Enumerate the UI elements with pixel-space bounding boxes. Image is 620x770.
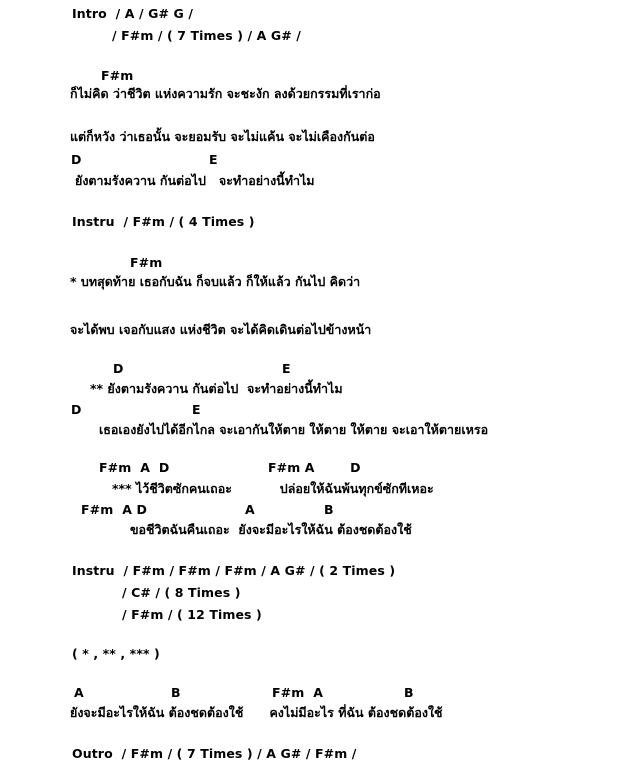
chord-line: F#m A D [99,460,170,475]
lyric-line: จะได้พบ เจอกับแสง แห่งชีวิต จะได้คิดเดินต่อไปข้างหน้า [70,322,372,337]
chord-line: F#m [101,68,134,83]
lyric-line: เธอเองยังไปได้อีกไกล จะเอากันให้ตาย ให้ตาย ให้ตาย จะเอาให้ตายเหรอ [99,422,489,437]
lyric-line: ** ยังตามรังควาน กันต่อไป จะทำอย่างนี้ทำไม [90,381,343,396]
chord-line: Instru / F#m / F#m / F#m / A G# / ( 2 Times ) [72,563,396,578]
chord-line: F#m [130,255,163,270]
lyric-line: แต่ก็หวัง ว่าเธอนั้น จะยอมรับ จะไม่แค้น จะไม่เคืองกันต่อ [70,129,375,144]
chord-line: Instru / F#m / ( 4 Times ) [72,214,255,229]
lyric-line: ขอชีวิตฉันคืนเถอะ ยังจะมีอะไรให้ฉัน ต้องชดต้องใช้ [130,522,412,537]
chord-line: E [282,361,291,376]
chord-line: A [245,502,255,517]
chord-line: B [171,685,181,700]
chord-line: Outro / F#m / ( 7 Times ) / A G# / F#m / [72,746,357,761]
chord-line: B [324,502,334,517]
chord-line: E [192,402,201,417]
chord-line: E [209,152,218,167]
chord-line: F#m A D [268,460,361,475]
lyric-line: ยังตามรังควาน กันต่อไป จะทำอย่างนี้ทำไม [75,173,315,188]
chord-line: Intro / A / G# G / [72,6,194,21]
chord-line: A [74,685,84,700]
lyric-line: ยังจะมีอะไรให้ฉัน ต้องชดต้องใช้ คงไม่มีอะไร ที่ฉัน ต้องชดต้องใช้ [70,705,443,720]
lyric-line: *** ไว้ชีวิตซักคนเถอะ ปล่อยให้ฉันพ้นทุกข์ซักทีเหอะ [112,481,434,496]
chord-line: D [113,361,124,376]
chord-line: / F#m / ( 12 Times ) [122,607,262,622]
chord-line: ( * , ** , *** ) [72,646,160,661]
chord-line: D [71,402,82,417]
chord-line: / C# / ( 8 Times ) [122,585,241,600]
lyric-line: * บทสุดท้าย เธอกับฉัน ก็จบแล้ว ก็ให้แล้ว กันไป คิดว่า [70,274,361,289]
chord-line: F#m A [272,685,324,700]
chord-line: B [404,685,414,700]
chord-line: F#m A D [81,502,147,517]
lyric-line: ก็ไม่คิด ว่าชีวิต แห่งความรัก จะชะงัก ลงด้วยกรรมที่เราก่อ [70,86,381,101]
chord-line: D [71,152,82,167]
chord-line: / F#m / ( 7 Times ) / A G# / [112,28,301,43]
